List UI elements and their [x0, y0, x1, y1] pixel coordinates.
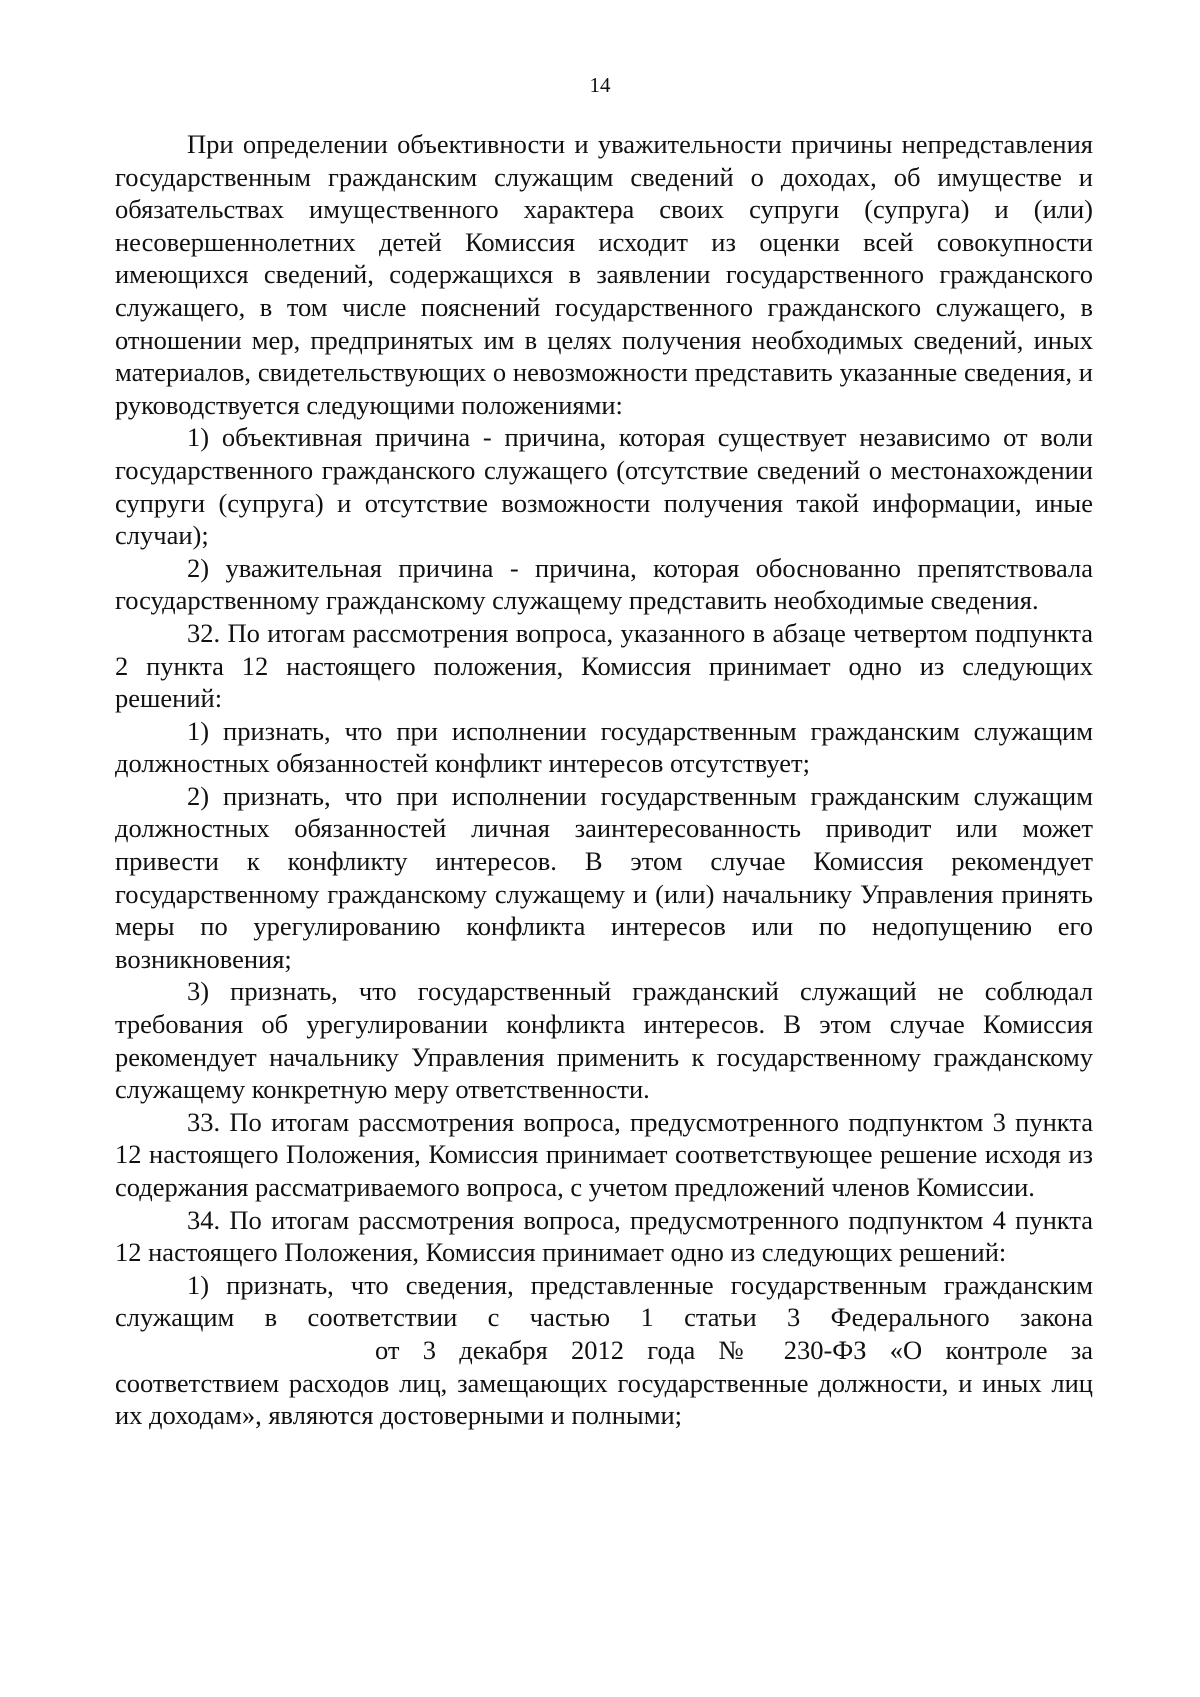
- paragraph-item-34: 34. По итогам рассмотрения вопроса, предусмотренного подпунктом 4 пункта 12 настоящего Положения, Комиссия принимает одно из следующих решений:: [115, 1204, 1093, 1268]
- paragraph-item-33: 33. По итогам рассмотрения вопроса, предусмотренного подпунктом 3 пункта 12 настоящего Положения, Комиссия принимает соответствующее решение исходя из содержания рассматриваемого вопроса, с учетом предложений членов Комиссии.: [115, 1106, 1093, 1202]
- document-body: [115, 128, 1093, 1432]
- page-number: 14: [589, 73, 611, 97]
- paragraph-34-decision-1-part1: 1) признать, что сведения, представленные государственным гражданским служащим в соответствии с частью 1 статьи 3 Федерального закона: [115, 1269, 1093, 1333]
- paragraph-32-decision-2: 2) признать, что при исполнении государственным гражданским служащим должностных обязанностей личная заинтересованность приводит или может привести к конфликту интересов. В этом случае Комиссия рекомендует государственному гражданскому служащему и (или) начальнику Управления принять меры по урегулированию конфликта интересов или по недопущению его возникновения;: [115, 780, 1093, 974]
- paragraph-32-decision-3: 3) признать, что государственный гражданский служащий не соблюдал требования об урегулировании конфликта интересов. В этом случае Комиссия рекомендует начальнику Управления применить к государственному гражданскому служащему конкретную меру ответственности.: [115, 976, 1093, 1105]
- paragraph-reasons-intro: При определении объективности и уважительности причины непредставления государственным гражданским служащим сведений о доходах, об имуществе и обязательствах имущественного характера своих супруги (супруга) и (или) несовершеннолетних детей Комиссия исходит из оценки всей совокупности имеющихся сведений, содержащихся в заявлении государственного гражданского служащего, в том числе пояснений государственного гражданского служащего, в отношении мер, предпринятых им в целях получения необходимых сведений, иных материалов, свидетельствующих о невозможности представить указанные сведения, и руководствуется следующими положениями:: [115, 129, 1093, 420]
- paragraph-objective-reason: 1) объективная причина - причина, которая существует независимо от воли государственного гражданского служащего (отсутствие сведений о местонахождении супруги (супруга) и отсутствие возможности получения такой информации, иные случаи);: [115, 422, 1093, 551]
- paragraph-item-32: 32. По итогам рассмотрения вопроса, указанного в абзаце четвертом подпункта 2 пункта 12 настоящего положения, Комиссия принимает одно из следующих решений:: [115, 617, 1093, 714]
- paragraph-34-decision-1: [115, 1269, 1093, 1432]
- paragraph-32-decision-1: 1) признать, что при исполнении государственным гражданским служащим должностных обязанностей конфликт интересов отсутствует;: [115, 715, 1093, 779]
- paragraph-34-decision-1-part2: от 3 декабря 2012 года № 230-ФЗ «О контроле за соответствием расходов лиц, замещающих государственные должности, и иных лиц их доходам», являются достоверными и полными;: [115, 1334, 1093, 1431]
- paragraph-valid-reason: 2) уважительная причина - причина, которая обоснованно препятствовала государственному гражданскому служащему представить необходимые сведения.: [115, 552, 1093, 616]
